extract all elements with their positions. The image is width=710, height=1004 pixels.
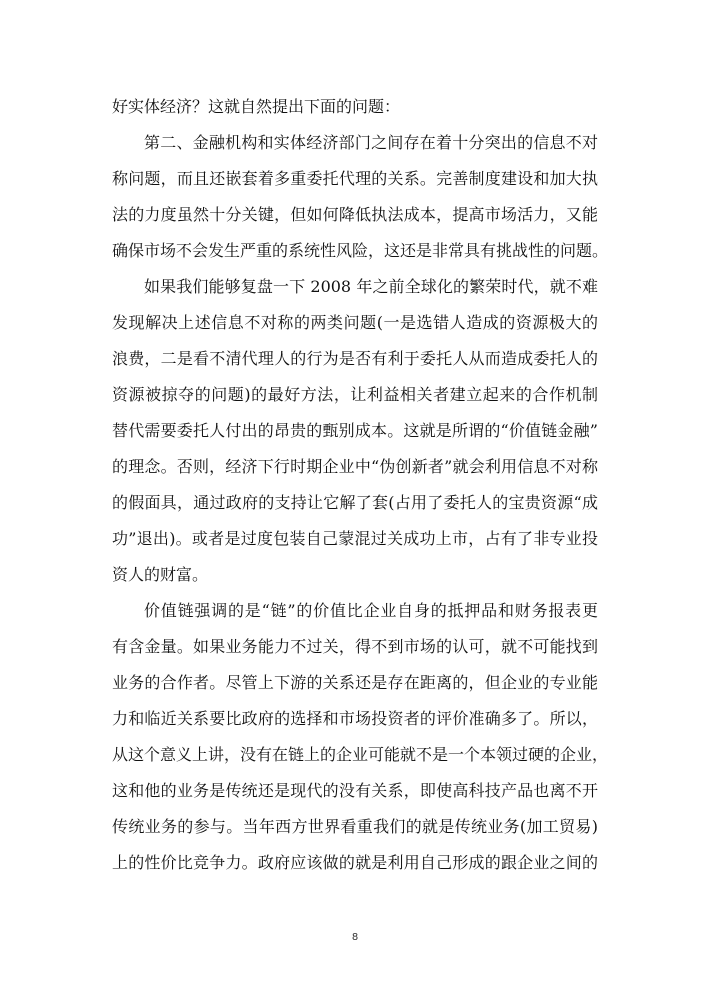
- text-line: 功”退出)。或者是过度包装自己蒙混过关成功上市，占有了非专业投: [112, 529, 598, 548]
- paragraph: [112, 593, 609, 881]
- text-line: 法的力度虽然十分关键，但如何降低执法成本，提高市场活力，又能: [112, 205, 598, 224]
- text-line: 发现解决上述信息不对称的两类问题(一是选错人造成的资源极大的: [112, 313, 598, 332]
- text-line: 传统业务的参与。当年西方世界看重我们的就是传统业务(加工贸易): [112, 817, 598, 836]
- text-line: 这和他的业务是传统还是现代的没有关系，即使高科技产品也离不开: [112, 781, 598, 800]
- text-line: 确保市场不会发生严重的系统性风险，这还是非常具有挑战性的问题。: [112, 241, 609, 260]
- paragraph: [112, 269, 598, 593]
- page-number: 8: [351, 932, 359, 943]
- text-line: 资人的财富。: [112, 565, 209, 584]
- paragraph: [112, 89, 598, 125]
- text-line: 好实体经济？这就自然提出下面的问题：: [112, 97, 401, 116]
- text-line: 的假面具，通过政府的支持让它解了套(占用了委托人的宝贵资源“成: [112, 493, 598, 512]
- text-line: 从这个意义上讲，没有在链上的企业可能就不是一个本领过硬的企业，: [112, 745, 609, 764]
- text-line: 替代需要委托人付出的昂贵的甄别成本。这就是所谓的“价值链金融”: [112, 421, 598, 440]
- text-line: 第二、金融机构和实体经济部门之间存在着十分突出的信息不对: [144, 133, 598, 152]
- text-line: 如果我们能够复盘一下 2008 年之前全球化的繁荣时代，就不难: [144, 277, 598, 296]
- body-text: [112, 89, 609, 881]
- text-line: 有含金量。如果业务能力不过关，得不到市场的认可，就不可能找到: [112, 637, 598, 656]
- text-line: 浪费，二是看不清代理人的行为是否有利于委托人从而造成委托人的: [112, 349, 598, 368]
- text-line: 上的性价比竞争力。政府应该做的就是利用自己形成的跟企业之间的: [112, 853, 598, 872]
- text-line: 称问题，而且还嵌套着多重委托代理的关系。完善制度建设和加大执: [112, 169, 598, 188]
- text-line: 资源被掠夺的问题)的最好方法，让利益相关者建立起来的合作机制: [112, 385, 598, 404]
- text-line: 力和临近关系要比政府的选择和市场投资者的评价准确多了。所以，: [112, 709, 598, 728]
- text-line: 价值链强调的是“链”的价值比企业自身的抵押品和财务报表更: [144, 601, 598, 620]
- paragraph: [112, 125, 609, 269]
- text-line: 的理念。否则，经济下行时期企业中“伪创新者”就会利用信息不对称: [112, 457, 598, 476]
- text-line: 业务的合作者。尽管上下游的关系还是存在距离的，但企业的专业能: [112, 673, 598, 692]
